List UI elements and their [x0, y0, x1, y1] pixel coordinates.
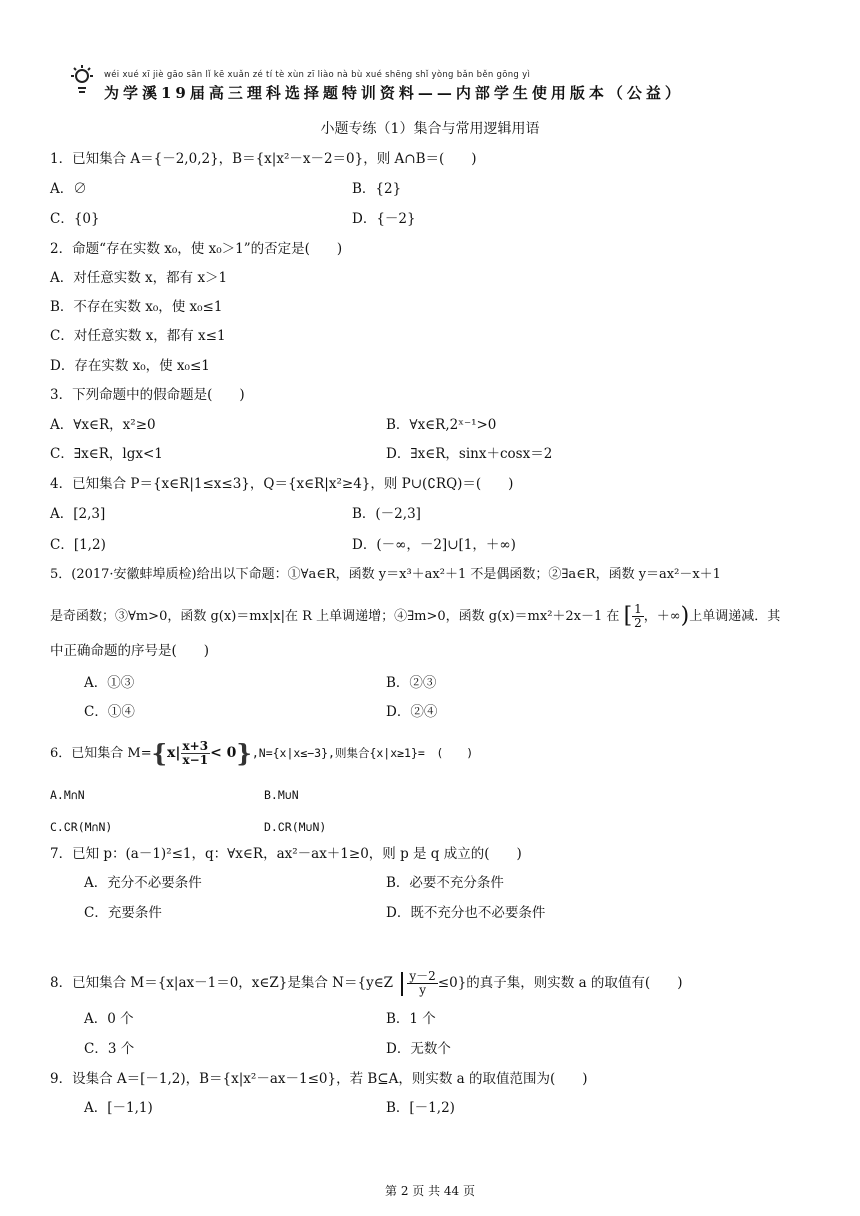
- question-2-stem: 2．命题“存在实数 x₀，使 x₀＞1”的否定是( ): [50, 241, 343, 257]
- lightbulb-icon: [66, 64, 98, 98]
- question-4-option-c: C．[1,2): [50, 537, 106, 553]
- question-6-option-b: B.M∪N: [264, 788, 299, 802]
- question-9-stem: 9．设集合 A＝[－1,2)，B＝{x|x²－ax－1≤0}，若 B⊆A，则实数 a 的取值范围为( ): [50, 1071, 588, 1087]
- question-1-option-d: D．{－2}: [352, 211, 416, 227]
- interval-fraction: [632, 603, 644, 630]
- question-6-stem: [50, 738, 473, 769]
- question-2-option-d: D．存在实数 x₀，使 x₀≤1: [50, 358, 210, 374]
- question-6-suffix: ,N={x|x≤−3},则集合{x|x≥1}= ( ): [251, 746, 474, 760]
- question-2-option-c: C．对任意实数 x，都有 x≤1: [50, 328, 226, 344]
- question-1-option-a: A．∅: [50, 181, 87, 197]
- question-1-option-c: C．{0}: [50, 211, 100, 227]
- interval-bracket: [: [623, 603, 633, 629]
- question-7-option-a: A．充分不必要条件: [84, 875, 202, 891]
- question-5-line-1: 5．(2017·安徽蚌埠质检)给出以下命题：①∀a∈R，函数 y＝x³＋ax²＋1 不是偶函数；②∃a∈R，函数 y＝ax²－x＋1: [50, 567, 721, 582]
- question-4-stem: 4．已知集合 P＝{x∈R|1≤x≤3}，Q＝{x∈R|x²≥4}，则 P∪(∁RQ)＝( ): [50, 476, 514, 492]
- fraction-denominator: 2: [634, 616, 642, 630]
- question-2-option-b: B．不存在实数 x₀，使 x₀≤1: [50, 299, 223, 315]
- question-8-option-a: A．0 个: [84, 1011, 134, 1027]
- question-3-option-b: B．∀x∈R,2ˣ⁻¹>0: [386, 417, 497, 433]
- set-variable: x|: [167, 745, 181, 761]
- question-7-option-d: D．既不充分也不必要条件: [386, 905, 546, 921]
- question-5-option-b: B．②③: [386, 675, 437, 691]
- question-8-inequality: ≤0: [437, 975, 458, 991]
- question-1-stem: 1．已知集合 A＝{－2,0,2}，B＝{x|x²－x－2＝0}，则 A∩B＝( ): [50, 151, 477, 167]
- question-9-option-b: B．[－1,2): [386, 1100, 455, 1116]
- question-9-option-a: A．[－1,1): [84, 1100, 153, 1116]
- set-fraction: [181, 740, 211, 767]
- question-5-option-d: D．②④: [386, 704, 438, 720]
- question-6-option-c: C.∁R(M∩N): [50, 820, 113, 834]
- fraction-numerator: 1: [634, 602, 642, 616]
- question-7-option-c: C．充要条件: [84, 905, 162, 921]
- set-fraction-numerator: x+3: [182, 739, 209, 753]
- question-5-line-2-end: 上单调递减．其: [689, 609, 781, 624]
- interval-close: ): [680, 603, 690, 629]
- question-3-option-d: D．∃x∈R，sinx＋cosx＝2: [386, 446, 553, 462]
- question-8-fraction-denominator: y: [419, 983, 426, 997]
- question-8-prefix: 8．已知集合 M＝{x|ax－1＝0，x∈Z}是集合 N＝{y∈Z: [50, 975, 394, 991]
- question-5-line-2-text: 是奇函数；③∀m>0，函数 g(x)＝mx|x|在 R 上单调递增；④∃m>0，函数 g(x)＝mx²＋2x－1 在: [50, 609, 620, 624]
- page-title: 小题专练（1）集合与常用逻辑用语: [320, 121, 540, 137]
- interval-tail: ，＋∞: [643, 609, 681, 624]
- question-8-suffix: }的真子集，则实数 a 的取值有( ): [457, 975, 683, 991]
- question-8-option-d: D．无数个: [386, 1041, 451, 1057]
- question-4-option-d: D．(－∞，－2]∪[1，＋∞): [352, 537, 516, 553]
- set-divider: [401, 972, 403, 996]
- header-pinyin: wéi xué xī jiè gāo sān lǐ kē xuǎn zé tí tè xùn zī liào nà bù xué shēng shǐ yòng bǎn běn gōng yì: [104, 70, 531, 80]
- question-8-option-b: B．1 个: [386, 1011, 436, 1027]
- question-3-option-a: A．∀x∈R，x²≥0: [50, 417, 156, 433]
- question-5-option-a: A．①③: [84, 675, 135, 691]
- question-7-stem: 7．已知 p：(a－1)²≤1，q：∀x∈R，ax²－ax＋1≥0，则 p 是 q 成立的( ): [50, 846, 522, 862]
- question-4-option-a: A．[2,3]: [50, 506, 106, 522]
- header-banner: [104, 70, 784, 102]
- question-2-option-a: A．对任意实数 x，都有 x＞1: [50, 270, 228, 286]
- question-8-stem: [50, 968, 682, 998]
- question-8-fraction-numerator: y－2: [409, 969, 436, 983]
- question-5-line-2: [50, 603, 780, 630]
- question-7-option-b: B．必要不充分条件: [386, 875, 504, 891]
- question-3-option-c: C．∃x∈R，lgx<1: [50, 446, 163, 462]
- question-6-option-d: D.∁R(M∪N): [264, 820, 327, 834]
- question-5-line-3: 中正确命题的序号是( ): [50, 643, 210, 659]
- question-8-fraction: [407, 970, 437, 997]
- question-4-option-b: B．(－2,3]: [352, 506, 421, 522]
- set-inequality: < 0: [210, 745, 237, 761]
- set-fraction-denominator: x−1: [182, 753, 209, 767]
- question-5-option-c: C．①④: [84, 704, 135, 720]
- header-text: 为学溪19届高三理科选择题特训资料——内部学生使用版本（公益）: [104, 84, 684, 102]
- set-brace-open: {: [151, 738, 168, 768]
- question-8-option-c: C．3 个: [84, 1041, 135, 1057]
- question-6-prefix: 6．已知集合 M=: [50, 746, 152, 761]
- set-brace-close: }: [236, 738, 252, 768]
- question-6-option-a: A.M∩N: [50, 788, 85, 802]
- question-3-stem: 3．下列命题中的假命题是( ): [50, 387, 245, 403]
- page-footer: 第 2 页 共 44 页: [385, 1184, 475, 1198]
- question-1-option-b: B．{2}: [352, 181, 402, 197]
